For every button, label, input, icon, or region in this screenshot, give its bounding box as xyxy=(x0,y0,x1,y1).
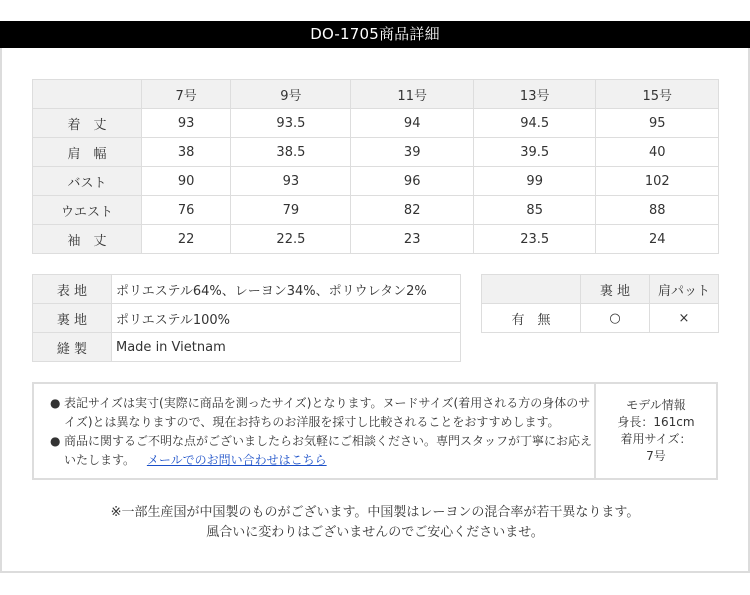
table-row xyxy=(33,196,719,225)
size-cell: 90 xyxy=(142,167,231,196)
table-row xyxy=(482,275,719,304)
row-label: 袖 丈 xyxy=(33,225,142,254)
size-cell: 39 xyxy=(351,138,474,167)
row-label: 肩 幅 xyxy=(33,138,142,167)
row-label: バスト xyxy=(33,167,142,196)
size-cell: 93 xyxy=(142,109,231,138)
size-cell: 94.5 xyxy=(473,109,596,138)
size-note-text: 表記サイズは実寸(実際に商品を測ったサイズ)となります。ヌードサイズ(着用される方の身体のサイズ)とは異なりますので、現在お持ちのお洋服を採寸し比較されることをおすすめします。 xyxy=(64,396,591,429)
material-label: 縫 製 xyxy=(33,333,112,362)
size-cell: 96 xyxy=(351,167,474,196)
size-cell: 38.5 xyxy=(231,138,351,167)
table-row xyxy=(33,138,719,167)
size-column-header: 11号 xyxy=(351,80,474,109)
presence-label: 有 無 xyxy=(482,304,581,333)
shoulder-pad-header: 肩パット xyxy=(650,275,719,304)
inquiry-note-text: 商品に関するご不明な点がございましたらお気軽にご相談ください。専門スタッフが丁寧にお応えいたします。 xyxy=(64,434,593,467)
size-table-corner xyxy=(33,80,142,109)
footnote-line: ※一部生産国が中国製のものがございます。中国製はレーヨンの混合率が若干異なります。 xyxy=(110,505,640,520)
lining-presence-value: ○ xyxy=(581,304,650,333)
size-column-header: 9号 xyxy=(231,80,351,109)
bullet-icon: ● xyxy=(50,396,61,410)
row-label: 着 丈 xyxy=(33,109,142,138)
notes-list xyxy=(34,384,596,478)
row-label: ウエスト xyxy=(33,196,142,225)
size-cell: 94 xyxy=(351,109,474,138)
list-item xyxy=(50,394,594,432)
size-cell: 23 xyxy=(351,225,474,254)
table-row xyxy=(33,225,719,254)
size-cell: 99 xyxy=(473,167,596,196)
material-value: Made in Vietnam xyxy=(112,333,461,362)
size-cell: 79 xyxy=(231,196,351,225)
options-corner xyxy=(482,275,581,304)
size-table xyxy=(32,79,719,254)
size-cell: 93 xyxy=(231,167,351,196)
model-info xyxy=(596,384,716,478)
size-cell: 40 xyxy=(596,138,719,167)
size-cell: 82 xyxy=(351,196,474,225)
shoulder-pad-presence-value: × xyxy=(650,304,719,333)
footnote xyxy=(0,503,750,543)
size-column-header: 13号 xyxy=(473,80,596,109)
lining-header: 裏 地 xyxy=(581,275,650,304)
size-cell: 95 xyxy=(596,109,719,138)
material-label: 裏 地 xyxy=(33,304,112,333)
notes-box xyxy=(32,382,718,480)
size-cell: 39.5 xyxy=(473,138,596,167)
size-cell: 24 xyxy=(596,225,719,254)
material-table xyxy=(32,274,461,362)
table-row xyxy=(33,167,719,196)
size-cell: 76 xyxy=(142,196,231,225)
page-title: DO-1705商品詳細 xyxy=(0,21,750,48)
size-cell: 102 xyxy=(596,167,719,196)
table-row xyxy=(33,304,461,333)
size-cell: 88 xyxy=(596,196,719,225)
model-size-value: 7号 xyxy=(646,449,666,463)
footnote-line: 風合いに変わりはございませんのでご安心くださいませ。 xyxy=(206,525,544,540)
model-info-title: モデル情報 xyxy=(626,398,686,412)
size-cell: 38 xyxy=(142,138,231,167)
bullet-icon: ● xyxy=(50,434,61,448)
size-column-header: 7号 xyxy=(142,80,231,109)
size-cell: 23.5 xyxy=(473,225,596,254)
size-cell: 93.5 xyxy=(231,109,351,138)
size-column-header: 15号 xyxy=(596,80,719,109)
model-height: 身長：161cm xyxy=(617,415,695,429)
size-cell: 85 xyxy=(473,196,596,225)
material-value: ポリエステル100% xyxy=(112,304,461,333)
list-item xyxy=(50,432,594,470)
table-row xyxy=(482,304,719,333)
options-table xyxy=(481,274,719,333)
material-label: 表 地 xyxy=(33,275,112,304)
table-row xyxy=(33,275,461,304)
size-cell: 22.5 xyxy=(231,225,351,254)
mail-inquiry-link[interactable]: メールでのお問い合わせはこちら xyxy=(146,453,327,467)
table-row xyxy=(33,109,719,138)
model-size-label: 着用サイズ： xyxy=(620,432,692,446)
size-table-header-row xyxy=(33,80,719,109)
size-cell: 22 xyxy=(142,225,231,254)
table-row xyxy=(33,333,461,362)
material-value: ポリエステル64%、レーヨン34%、ポリウレタン2% xyxy=(112,275,461,304)
